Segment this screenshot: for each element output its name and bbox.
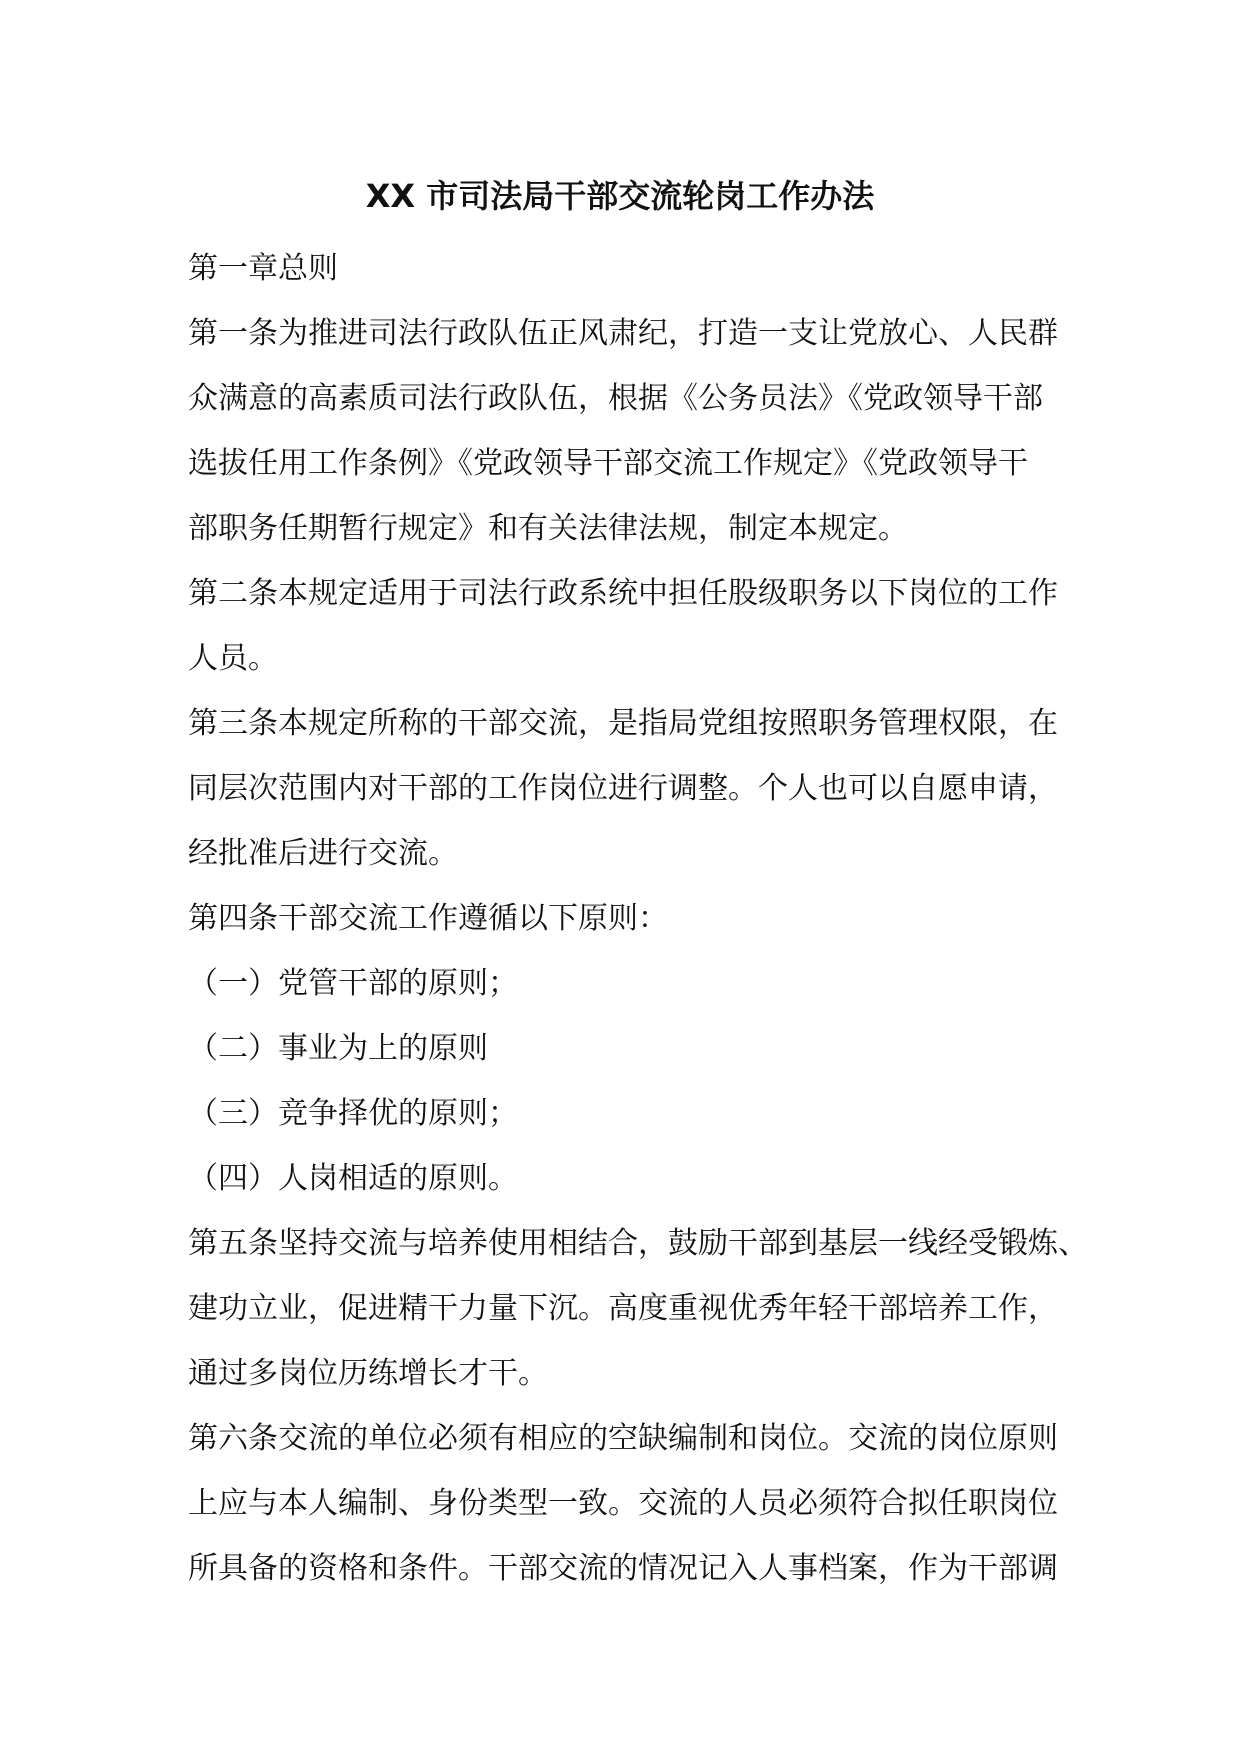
chapter-heading: 第一章总则 — [188, 251, 338, 286]
text-line: 所具备的资格和条件。干部交流的情况记入人事档案，作为干部调 — [188, 1551, 1058, 1586]
text-line: 通过多岗位历练增长才干。 — [188, 1356, 548, 1391]
text-line: 第一条为推进司法行政队伍正风肃纪，打造一支让党放心、人民群 — [188, 316, 1058, 351]
text-line: 经批准后进行交流。 — [188, 836, 458, 871]
text-line: 第四条干部交流工作遵循以下原则： — [188, 901, 668, 936]
list-item: （三）竞争择优的原则； — [188, 1096, 518, 1131]
text-line: 同层次范围内对干部的工作岗位进行调整。个人也可以自愿申请， — [188, 771, 1058, 806]
document-title: XX 市司法局干部交流轮岗工作办法 — [365, 177, 875, 215]
text-line: 选拔任用工作条例》《党政领导干部交流工作规定》《党政领导干 — [188, 446, 1028, 481]
text-line: 上应与本人编制、身份类型一致。交流的人员必须符合拟任职岗位 — [188, 1486, 1058, 1521]
text-line: 建功立业，促进精干力量下沉。高度重视优秀年轻干部培养工作， — [188, 1291, 1058, 1326]
list-item: （二）事业为上的原则 — [188, 1031, 488, 1066]
text-line: 第五条坚持交流与培养使用相结合，鼓励干部到基层一线经受锻炼、 — [188, 1226, 1088, 1261]
list-item: （四）人岗相适的原则。 — [188, 1161, 518, 1196]
list-item: （一）党管干部的原则； — [188, 966, 518, 1001]
text-line: 部职务任期暂行规定》和有关法律法规，制定本规定。 — [188, 511, 908, 546]
text-line: 众满意的高素质司法行政队伍，根据《公务员法》《党政领导干部 — [188, 381, 1043, 416]
text-line: 第三条本规定所称的干部交流，是指局党组按照职务管理权限，在 — [188, 706, 1058, 741]
text-line: 人员。 — [188, 641, 278, 676]
text-line: 第二条本规定适用于司法行政系统中担任股级职务以下岗位的工作 — [188, 576, 1058, 611]
document-body — [188, 236, 1088, 1601]
text-line: 第六条交流的单位必须有相应的空缺编制和岗位。交流的岗位原则 — [188, 1421, 1058, 1456]
